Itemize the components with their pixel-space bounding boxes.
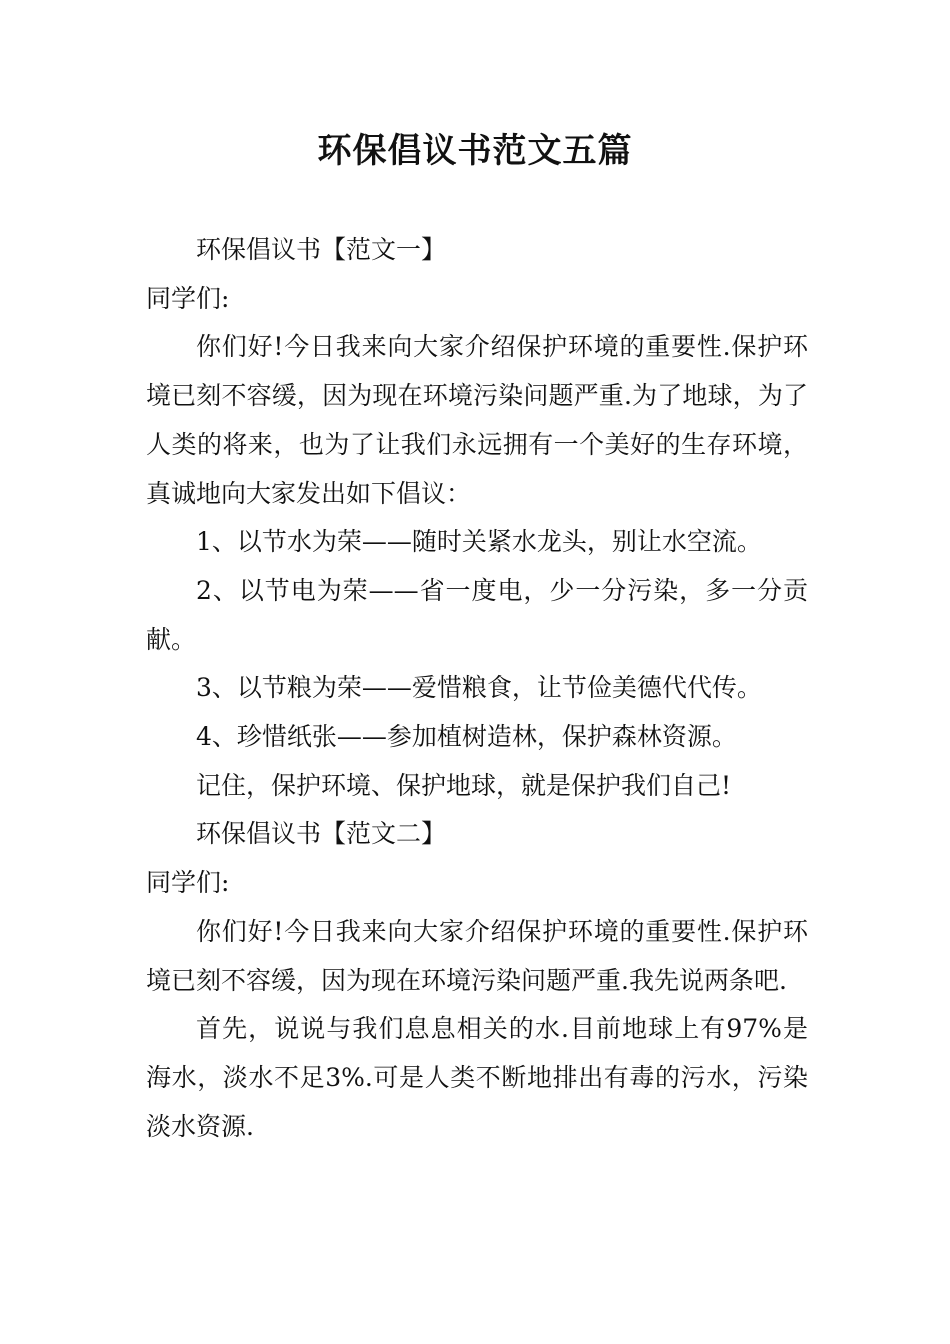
salutation: 同学们: [146,283,230,313]
section-heading: 环保倡议书【范文一】 [196,235,447,264]
document-body [146,226,808,1151]
list-item: 1、以节水为荣——随时关紧水龙头，别让水空流。 [196,527,762,557]
list-item: 3、以节粮为荣——爱惜粮食，让节俭美德代代传。 [196,673,762,703]
paragraph: 你们好!今日我来向大家介绍保护环境的重要性.保护环境已刻不容缓，因为现在环境污染问题严重.我先说两条吧. [146,916,808,995]
document-title: 环保倡议书范文五篇 [317,131,633,171]
list-item: 4、珍惜纸张——参加植树造林，保护森林资源。 [196,722,737,752]
section-heading: 环保倡议书【范文二】 [196,819,447,849]
list-item: 2、以节电为荣——省一度电，少一分污染，多一分贡献。 [146,575,808,654]
paragraph: 记住，保护环境、保护地球，就是保护我们自己! [196,770,732,800]
paragraph: 你们好!今日我来向大家介绍保护环境的重要性.保护环境已刻不容缓，因为现在环境污染问题严重.为了地球，为了人类的将来，也为了让我们永远拥有一个美好的生存环境，真诚地向大家发出如下倡议： [146,332,808,508]
paragraph: 首先，说说与我们息息相关的水.目前地球上有97%是海水，淡水不足3%.可是人类不断地排出有毒的污水，污染淡水资源. [146,1014,808,1141]
salutation: 同学们: [146,868,230,898]
